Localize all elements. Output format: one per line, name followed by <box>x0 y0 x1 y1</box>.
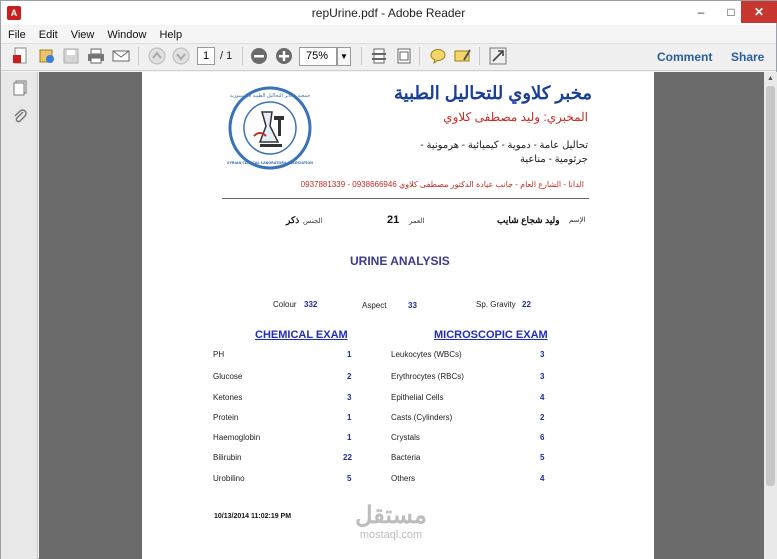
lab-director: المخبري: وليد مصطفى كلاوي <box>443 110 588 124</box>
menu-window[interactable]: Window <box>107 29 147 41</box>
adobe-reader-icon: A <box>7 6 21 20</box>
patient-age-label: العمر <box>409 218 425 225</box>
highlight-text-icon[interactable] <box>453 47 473 67</box>
gravity-value: 22 <box>522 300 531 309</box>
logo-english-caption: SYRIAN CLINICAL LABORATORY ASSOCIATION <box>227 161 313 165</box>
pdf-page <box>142 72 654 559</box>
menu-file[interactable]: File <box>8 29 26 41</box>
microscopic-row-label: Erythrocytes (RBCs) <box>391 372 464 381</box>
menu-bar <box>1 25 776 43</box>
logo-arabic-caption: جمعية مخابر التحاليل الطبية في سورية <box>229 93 311 99</box>
menu-view[interactable]: View <box>70 29 95 41</box>
lab-services-line-2: جرثومية - مناعية <box>519 154 588 165</box>
aspect-label: Aspect <box>362 301 387 310</box>
report-timestamp: 10/13/2014 11:02:19 PM <box>214 513 292 520</box>
page-total: / 1 <box>220 50 233 62</box>
microscopic-row-value: 4 <box>540 474 545 483</box>
close-button[interactable]: ✕ <box>741 1 777 23</box>
chemical-row-value: 22 <box>343 453 352 462</box>
toolbar-separator <box>479 47 480 65</box>
email-icon[interactable] <box>111 47 131 67</box>
patient-gender-label: الجنس <box>303 218 323 225</box>
colour-value: 332 <box>304 300 318 309</box>
page-number-input[interactable]: 1 <box>197 47 215 65</box>
toolbar-separator <box>361 47 362 65</box>
lab-address: الدانا - الشارع العام - جانب عيادة الدكتور مصطفى كلاوي 0938666946 - 0937881339 <box>300 180 584 189</box>
lab-services-line-1: تحاليل عامة - دموية - كيميائية - هرمونية - <box>420 140 588 151</box>
comment-button[interactable]: Comment <box>657 50 713 64</box>
microscopic-row-label: Bacteria <box>391 453 421 462</box>
microscopic-row-value: 3 <box>540 350 545 359</box>
aspect-value: 33 <box>408 301 417 310</box>
previous-page-icon[interactable] <box>147 47 167 67</box>
microscopic-row-value: 5 <box>540 453 545 462</box>
open-file-icon[interactable] <box>37 47 57 67</box>
title-bar <box>1 1 776 25</box>
zoom-in-icon[interactable] <box>274 47 294 67</box>
vertical-scrollbar[interactable] <box>764 72 777 559</box>
chemical-row-label: Urobilino <box>213 474 245 483</box>
scroll-up-icon[interactable]: ▲ <box>767 75 774 82</box>
patient-name-label: الإسم <box>569 217 586 224</box>
chemical-row-value: 5 <box>347 474 352 483</box>
chemical-row-label: Ketones <box>213 393 243 402</box>
create-pdf-icon[interactable] <box>11 47 31 67</box>
gravity-label: Sp. Gravity <box>476 300 516 309</box>
maximize-button[interactable]: □ <box>727 5 735 19</box>
chemical-row-label: Haemoglobin <box>213 433 261 442</box>
microscopic-row-value: 6 <box>540 433 545 442</box>
chemical-row-value: 1 <box>347 413 352 422</box>
chemical-row-value: 1 <box>347 433 352 442</box>
fit-width-icon[interactable] <box>394 47 414 67</box>
share-button[interactable]: Share <box>731 50 765 64</box>
microscopic-row-value: 3 <box>540 372 545 381</box>
patient-age: 21 <box>387 214 400 226</box>
zoom-out-icon[interactable] <box>249 47 269 67</box>
watermark-arabic: مستقل <box>355 502 427 529</box>
zoom-level-input[interactable]: 75% <box>299 47 337 66</box>
patient-name: وليد شجاع شايب <box>497 215 560 225</box>
mostaql-watermark <box>341 503 441 541</box>
menu-help[interactable]: Help <box>159 29 183 41</box>
toolbar-separator <box>242 47 243 65</box>
watermark-latin: mostaql.com <box>359 529 423 541</box>
lab-association-logo <box>226 86 314 170</box>
microscopic-row-value: 2 <box>540 413 545 422</box>
header-divider <box>222 198 589 199</box>
next-page-icon[interactable] <box>171 47 191 67</box>
microscopic-row-label: Others <box>391 474 416 483</box>
microscopic-exam-title: MICROSCOPIC EXAM <box>434 329 548 341</box>
zoom-dropdown-icon[interactable]: ▼ <box>337 47 351 66</box>
patient-gender: ذكر <box>286 215 300 225</box>
chemical-row-label: Bilirubin <box>213 453 242 462</box>
chemical-row-label: Glucose <box>213 372 243 381</box>
toolbar-separator <box>138 47 139 65</box>
colour-label: Colour <box>273 300 297 309</box>
toolbar-separator <box>419 47 420 65</box>
chemical-row-value: 3 <box>347 393 352 402</box>
pages-panel-icon[interactable] <box>11 80 29 98</box>
microscopic-row-label: Leukocytes (WBCs) <box>391 350 462 359</box>
sticky-note-icon[interactable] <box>428 47 448 67</box>
chemical-row-label: PH <box>213 350 225 359</box>
chemical-row-value: 2 <box>347 372 352 381</box>
fit-page-icon[interactable] <box>369 47 389 67</box>
microscopic-row-label: Crystals <box>391 433 420 442</box>
report-title: URINE ANALYSIS <box>350 254 450 268</box>
expand-icon[interactable] <box>488 47 508 67</box>
minimize-button[interactable]: – <box>697 5 705 19</box>
lab-name: مخبر كلاوي للتحاليل الطبية <box>393 83 592 103</box>
scrollbar-thumb[interactable] <box>766 86 775 486</box>
menu-edit[interactable]: Edit <box>38 29 58 41</box>
save-icon[interactable] <box>61 47 81 67</box>
attachments-paperclip-icon[interactable] <box>11 108 29 126</box>
chemical-exam-title: CHEMICAL EXAM <box>255 329 348 341</box>
microscopic-row-label: Casts (Cylinders) <box>391 413 453 422</box>
chemical-row-label: Protein <box>213 413 239 422</box>
chemical-row-value: 1 <box>347 350 352 359</box>
window-title: repUrine.pdf - Adobe Reader <box>311 6 466 20</box>
microscopic-row-value: 4 <box>540 393 545 402</box>
print-icon[interactable] <box>86 47 106 67</box>
navigation-panel <box>1 72 38 559</box>
microscopic-row-label: Epithelial Cells <box>391 393 444 402</box>
